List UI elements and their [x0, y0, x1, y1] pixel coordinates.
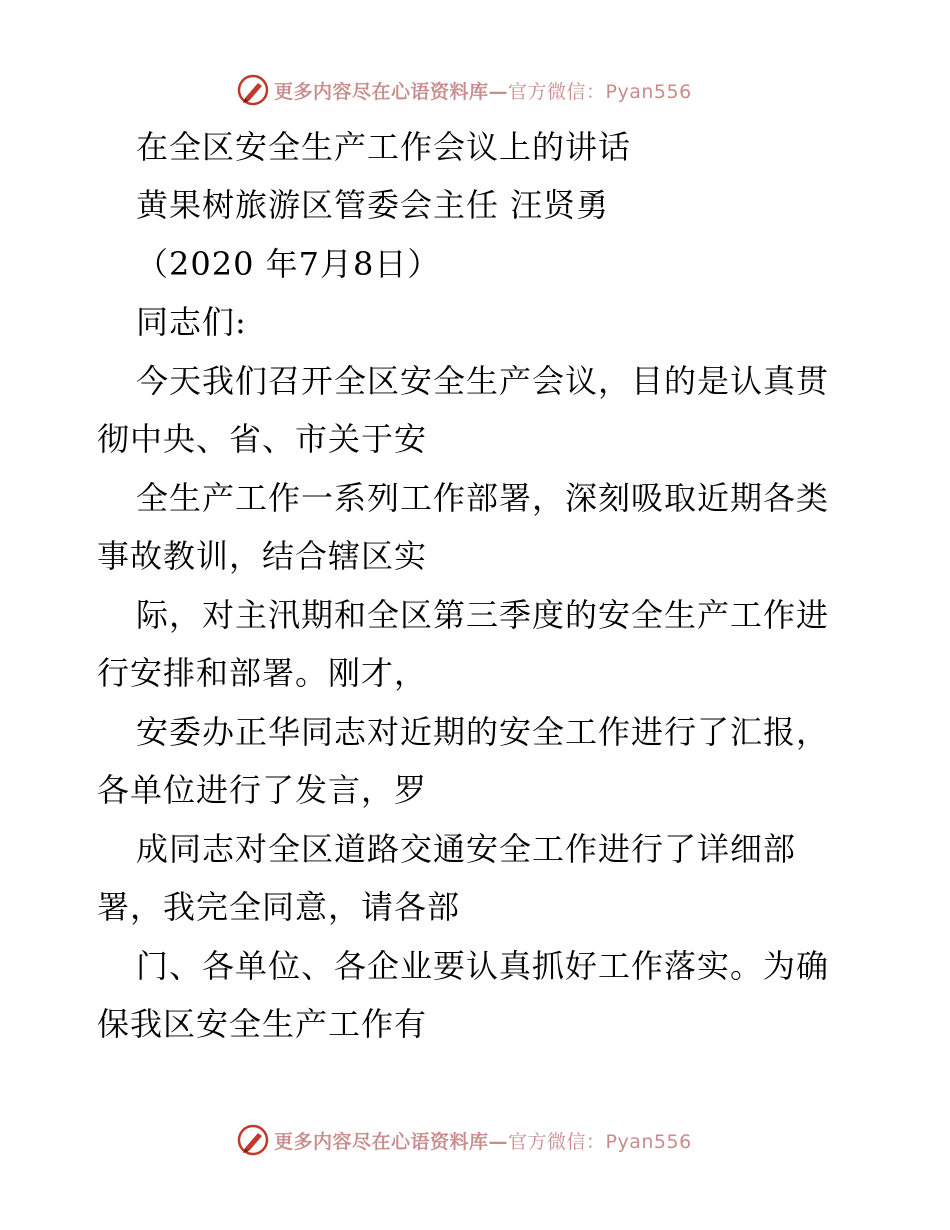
pen-logo-icon — [236, 1123, 270, 1157]
body-line: 成同志对全区道路交通安全工作进行了详细部 — [136, 830, 797, 868]
body-line: 门、各单位、各企业要认真抓好工作落实。为确 — [136, 947, 830, 985]
document-title: 在全区安全生产工作会议上的讲话 — [136, 128, 632, 166]
watermark-wechat: 官方微信：Pyan556 — [508, 80, 692, 103]
body-line: 彻中央、省、市关于安 — [97, 420, 428, 458]
watermark-wechat: 官方微信：Pyan556 — [508, 1130, 692, 1153]
footer-watermark — [236, 1122, 692, 1158]
watermark-text: 更多内容尽在心语资料库— — [274, 1130, 509, 1153]
date-line: （2020 年7月8日） — [136, 245, 441, 283]
body-line: 行安排和部署。刚才， — [97, 654, 428, 692]
watermark-text: 更多内容尽在心语资料库— — [274, 80, 509, 103]
body-line: 保我区安全生产工作有 — [97, 1005, 428, 1043]
body-line: 际，对主汛期和全区第三季度的安全生产工作进 — [136, 596, 830, 634]
body-line: 今天我们召开全区安全生产会议，目的是认真贯 — [136, 362, 830, 400]
pen-logo-icon — [236, 73, 270, 107]
body-line: 各单位进行了发言，罗 — [97, 771, 428, 809]
speaker-line: 黄果树旅游区管委会主任 汪贤勇 — [136, 186, 610, 224]
body-line: 署，我完全同意，请各部 — [97, 888, 461, 926]
greeting: 同志们: — [136, 303, 247, 341]
header-watermark — [236, 72, 692, 108]
body-line: 全生产工作一系列工作部署，深刻吸取近期各类 — [136, 479, 830, 517]
body-line: 事故教训，结合辖区实 — [97, 537, 428, 575]
body-line: 安委办正华同志对近期的安全工作进行了汇报， — [136, 713, 830, 751]
